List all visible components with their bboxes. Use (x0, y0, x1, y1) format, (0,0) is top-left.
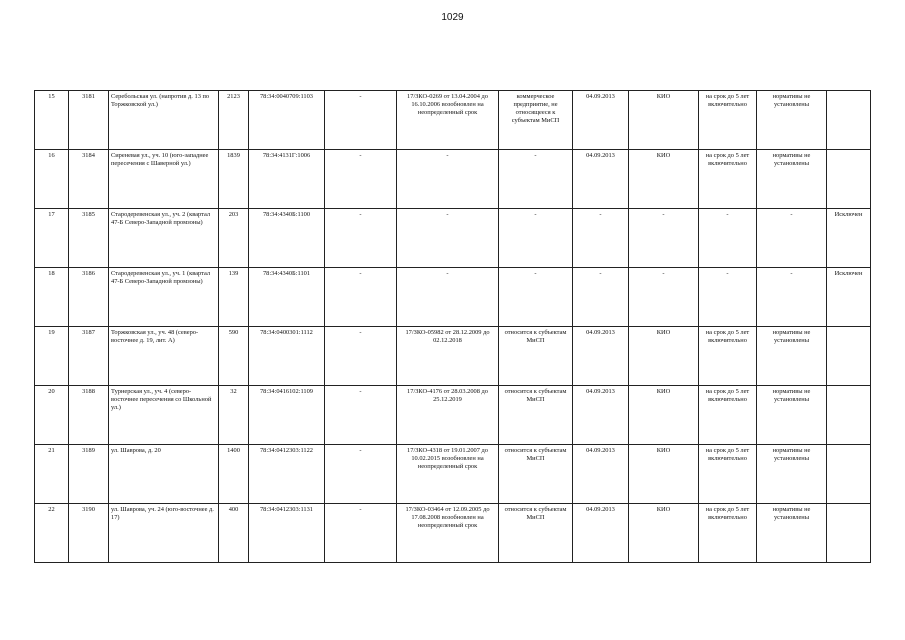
row-number-cell: 16 (35, 150, 69, 209)
table-row (35, 209, 871, 268)
table-row (35, 327, 871, 386)
authority-cell: КИО (629, 386, 699, 445)
area-cell: 139 (219, 268, 249, 327)
object-id-cell: 3188 (69, 386, 109, 445)
contract-cell: - (397, 268, 499, 327)
note-cell (827, 91, 871, 150)
note-cell (827, 327, 871, 386)
row-number-cell: 19 (35, 327, 69, 386)
object-id-cell: 3184 (69, 150, 109, 209)
term-cell: - (699, 209, 757, 268)
object-id-cell: 3189 (69, 445, 109, 504)
subject-status-cell: - (499, 150, 573, 209)
col-empty-cell: - (325, 504, 397, 563)
authority-cell: КИО (629, 504, 699, 563)
subject-status-cell: относится к субъектам МиСП (499, 504, 573, 563)
address-cell: Сиреневая ул., уч. 10 (юго-западнее пересечения с Шаверной ул.) (109, 150, 219, 209)
row-number-cell: 20 (35, 386, 69, 445)
area-cell: 203 (219, 209, 249, 268)
area-cell: 1400 (219, 445, 249, 504)
term-cell: на срок до 5 лет включительно (699, 327, 757, 386)
date-cell: 04.09.2013 (573, 504, 629, 563)
table-row (35, 268, 871, 327)
table-row (35, 445, 871, 504)
contract-cell: 17/ЗКО-05982 от 28.12.2009 до 02.12.2018 (397, 327, 499, 386)
table-row (35, 386, 871, 445)
object-id-cell: 3185 (69, 209, 109, 268)
authority-cell: КИО (629, 327, 699, 386)
subject-status-cell: относится к субъектам МиСП (499, 445, 573, 504)
note-cell (827, 504, 871, 563)
note-cell (827, 150, 871, 209)
authority-cell: КИО (629, 150, 699, 209)
authority-cell: - (629, 209, 699, 268)
subject-status-cell: - (499, 268, 573, 327)
row-number-cell: 21 (35, 445, 69, 504)
subject-status-cell: относится к субъектам МиСП (499, 327, 573, 386)
area-cell: 590 (219, 327, 249, 386)
norms-cell: нормативы не установлены (757, 445, 827, 504)
authority-cell: КИО (629, 91, 699, 150)
table-row (35, 150, 871, 209)
page-number: 1029 (441, 12, 464, 23)
contract-cell: 17/ЗКО-03464 от 12.09.2005 до 17.08.2008 возобновлен на неопределенный срок (397, 504, 499, 563)
row-number-cell: 22 (35, 504, 69, 563)
date-cell: 04.09.2013 (573, 445, 629, 504)
object-id-cell: 3181 (69, 91, 109, 150)
col-empty-cell: - (325, 209, 397, 268)
date-cell: 04.09.2013 (573, 150, 629, 209)
date-cell: - (573, 209, 629, 268)
object-id-cell: 3187 (69, 327, 109, 386)
norms-cell: нормативы не установлены (757, 386, 827, 445)
cadastral-number-cell: 78:34:0412303:1131 (249, 504, 325, 563)
col-empty-cell: - (325, 268, 397, 327)
row-number-cell: 18 (35, 268, 69, 327)
date-cell: - (573, 268, 629, 327)
area-cell: 32 (219, 386, 249, 445)
cadastral-number-cell: 78:34:4340Б:1101 (249, 268, 325, 327)
contract-cell: 17/ЗКО-0269 от 13.04.2004 до 16.10.2006 возобновлен на неопределенный срок (397, 91, 499, 150)
cadastral-number-cell: 78:34:0412303:1122 (249, 445, 325, 504)
note-cell (827, 386, 871, 445)
contract-cell: 17/ЗКО-4176 от 28.03.2008 до 25.12.2019 (397, 386, 499, 445)
term-cell: на срок до 5 лет включительно (699, 150, 757, 209)
cadastral-number-cell: 78:34:4131Г:1006 (249, 150, 325, 209)
term-cell: на срок до 5 лет включительно (699, 386, 757, 445)
norms-cell: нормативы не установлены (757, 504, 827, 563)
address-cell: Турнерская ул., уч. 4 (северо-восточнее пересечения со Школьной ул.) (109, 386, 219, 445)
subject-status-cell: коммерческое предприятие, не относящееся к субъектам МиСП (499, 91, 573, 150)
note-cell (827, 445, 871, 504)
cadastral-number-cell: 78:34:4340Б:1100 (249, 209, 325, 268)
area-cell: 2123 (219, 91, 249, 150)
table-row (35, 91, 871, 150)
table-body (35, 91, 871, 563)
contract-cell: - (397, 209, 499, 268)
col-empty-cell: - (325, 445, 397, 504)
address-cell: ул. Шаврова, уч. 24 (юго-восточнее д. 17) (109, 504, 219, 563)
col-empty-cell: - (325, 327, 397, 386)
date-cell: 04.09.2013 (573, 386, 629, 445)
object-id-cell: 3190 (69, 504, 109, 563)
col-empty-cell: - (325, 150, 397, 209)
cadastral-number-cell: 78:34:0416102:1109 (249, 386, 325, 445)
table-row (35, 504, 871, 563)
norms-cell: нормативы не установлены (757, 91, 827, 150)
contract-cell: - (397, 150, 499, 209)
address-cell: ул. Шаврова, д. 20 (109, 445, 219, 504)
area-cell: 1839 (219, 150, 249, 209)
address-cell: Серебольская ул. (напротив д. 13 по Торжковской ул.) (109, 91, 219, 150)
address-cell: Стародеревенская ул., уч. 1 (квартал 47-Б Северо-Западной промзоны) (109, 268, 219, 327)
authority-cell: - (629, 268, 699, 327)
norms-cell: нормативы не установлены (757, 327, 827, 386)
norms-cell: нормативы не установлены (757, 150, 827, 209)
note-cell: Исключен (827, 209, 871, 268)
norms-cell: - (757, 209, 827, 268)
note-cell: Исключен (827, 268, 871, 327)
authority-cell: КИО (629, 445, 699, 504)
date-cell: 04.09.2013 (573, 327, 629, 386)
norms-cell: - (757, 268, 827, 327)
area-cell: 400 (219, 504, 249, 563)
subject-status-cell: относится к субъектам МиСП (499, 386, 573, 445)
col-empty-cell: - (325, 91, 397, 150)
date-cell: 04.09.2013 (573, 91, 629, 150)
row-number-cell: 17 (35, 209, 69, 268)
col-empty-cell: - (325, 386, 397, 445)
term-cell: на срок до 5 лет включительно (699, 91, 757, 150)
term-cell: на срок до 5 лет включительно (699, 445, 757, 504)
cadastral-number-cell: 78:34:0040709:1103 (249, 91, 325, 150)
term-cell: на срок до 5 лет включительно (699, 504, 757, 563)
object-id-cell: 3186 (69, 268, 109, 327)
contract-cell: 17/ЗКО-4318 от 19.01.2007 до 10.02.2015 возобновлен на неопределенный срок (397, 445, 499, 504)
subject-status-cell: - (499, 209, 573, 268)
row-number-cell: 15 (35, 91, 69, 150)
term-cell: - (699, 268, 757, 327)
address-cell: Торжковская ул., уч. 48 (северо-восточнее д. 19, лит. А) (109, 327, 219, 386)
address-cell: Стародеревенская ул., уч. 2 (квартал 47-Б Северо-Западной промзоны) (109, 209, 219, 268)
registry-table (34, 90, 871, 563)
cadastral-number-cell: 78:34:0400301:1112 (249, 327, 325, 386)
